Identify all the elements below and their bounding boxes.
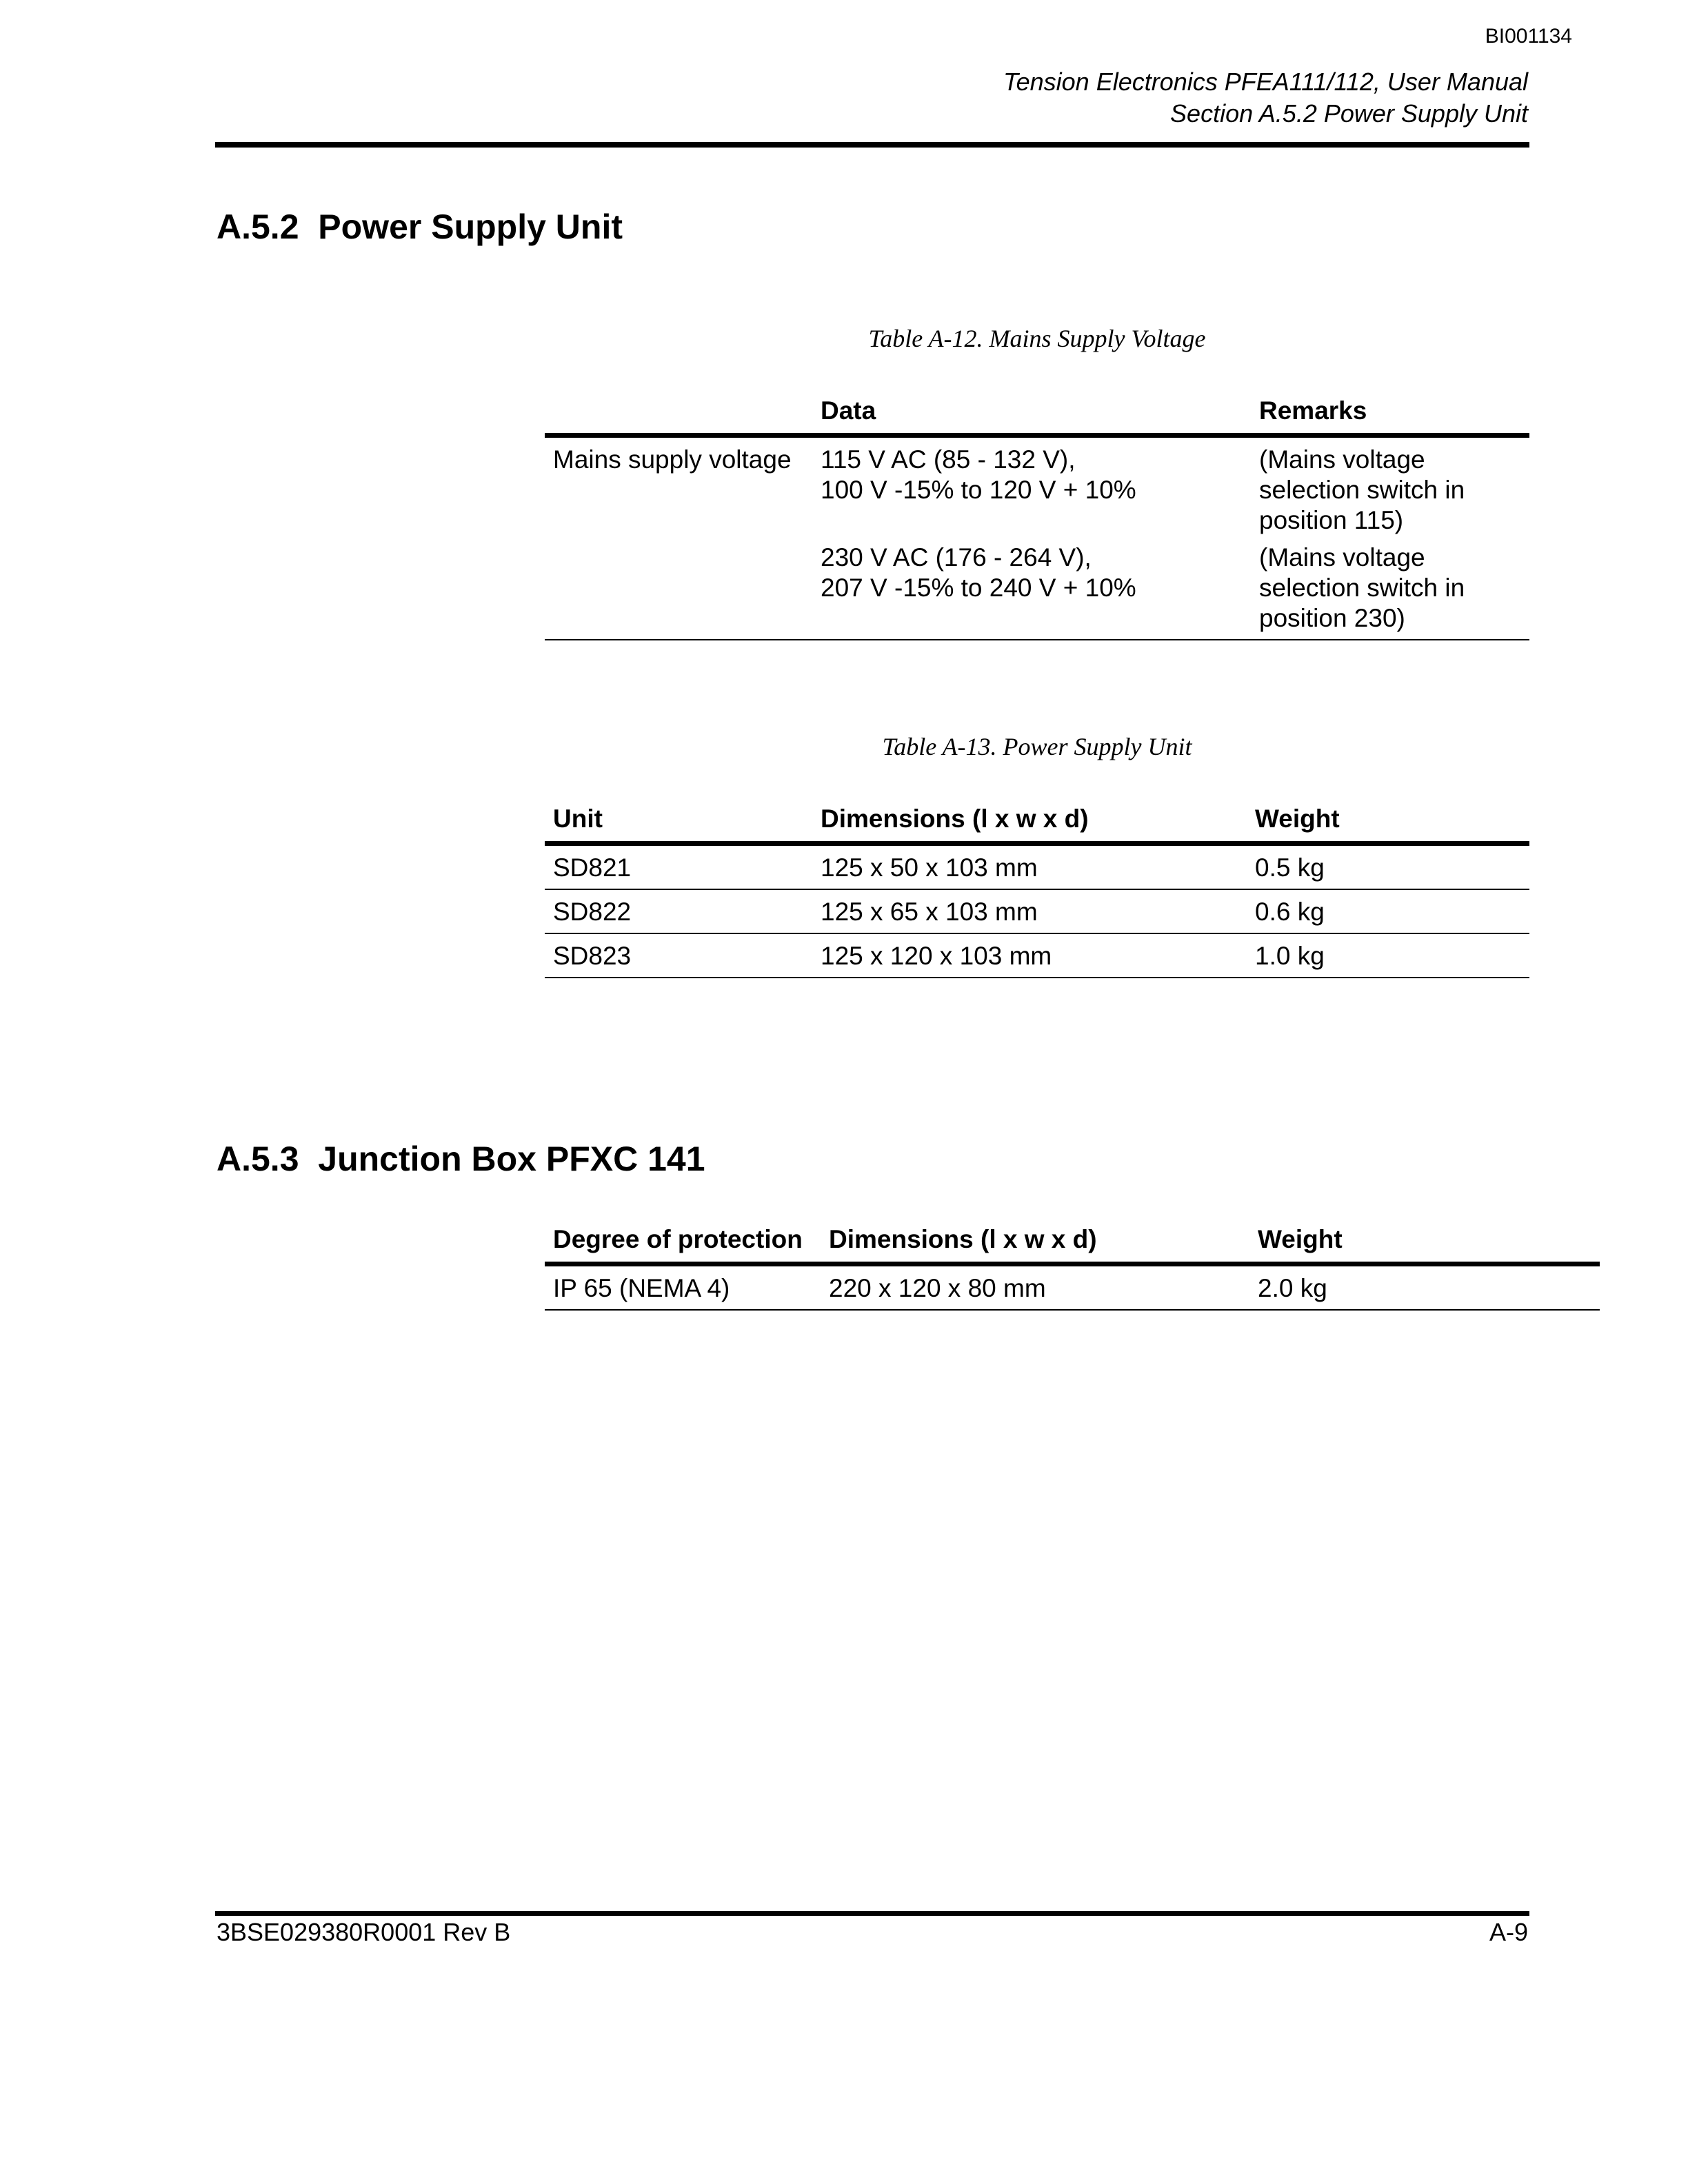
section-heading-a53: A.5.3 Junction Box PFXC 141 xyxy=(217,1140,705,1178)
table-cell: 1.0 kg xyxy=(1247,933,1529,978)
table-header-row xyxy=(545,1219,1600,1264)
power-supply-unit-table xyxy=(545,798,1529,978)
table-cell: 125 x 65 x 103 mm xyxy=(812,889,1247,933)
table-row xyxy=(545,436,1529,542)
table-cell: SD821 xyxy=(545,844,812,890)
table-cell: 2.0 kg xyxy=(1249,1264,1600,1311)
table-cell: 115 V AC (85 - 132 V), 100 V -15% to 120 V + 10% xyxy=(821,445,1136,504)
column-header: Dimensions (l x w x d) xyxy=(821,1219,1249,1264)
table-cell xyxy=(545,541,812,640)
table-cell: 230 V AC (176 - 264 V), 207 V -15% to 240 V + 10% xyxy=(812,541,1251,640)
table-row xyxy=(545,933,1529,978)
column-header: Weight xyxy=(1247,798,1529,844)
table-cell: (Mains voltage selection switch in position 230) xyxy=(1251,541,1529,640)
table-cell: 125 x 120 x 103 mm xyxy=(812,933,1247,978)
table-cell: SD822 xyxy=(545,889,812,933)
junction-box-table xyxy=(545,1219,1600,1311)
column-header: Unit xyxy=(545,798,812,844)
section-heading-a52: A.5.2 Power Supply Unit xyxy=(217,208,623,246)
column-header: Degree of protection xyxy=(545,1219,821,1264)
table-row xyxy=(545,889,1529,933)
table-header-row xyxy=(545,798,1529,844)
footer-rule xyxy=(215,1911,1529,1916)
column-header: Remarks xyxy=(1251,390,1529,436)
table-cell: 0.5 kg xyxy=(1247,844,1529,890)
table-a13-caption: Table A-13. Power Supply Unit xyxy=(882,733,1192,760)
running-header xyxy=(1003,66,1528,130)
header-section-title: Section A.5.2 Power Supply Unit xyxy=(1170,99,1528,128)
header-rule xyxy=(215,142,1529,148)
column-header: Data xyxy=(812,390,1251,436)
table-cell: IP 65 (NEMA 4) xyxy=(545,1264,821,1311)
table-cell: 125 x 50 x 103 mm xyxy=(812,844,1247,890)
column-header: Weight xyxy=(1249,1219,1600,1264)
table-header-row xyxy=(545,390,1529,436)
table-row xyxy=(545,844,1529,890)
table-cell: SD823 xyxy=(545,933,812,978)
header-manual-title: Tension Electronics PFEA111/112, User Manual xyxy=(1003,68,1528,96)
table-row xyxy=(545,541,1529,640)
footer-document-number: 3BSE029380R0001 Rev B xyxy=(217,1918,511,1946)
table-row xyxy=(545,1264,1600,1311)
table-cell: 220 x 120 x 80 mm xyxy=(821,1264,1249,1311)
mains-supply-voltage-table xyxy=(545,390,1529,640)
document-id: BI001134 xyxy=(1485,25,1572,48)
footer-page-number: A-9 xyxy=(1489,1918,1528,1946)
table-cell: (Mains voltage selection switch in position 115) xyxy=(1259,445,1465,534)
column-header xyxy=(545,390,812,436)
table-a12-caption: Table A-12. Mains Supply Voltage xyxy=(868,325,1206,352)
column-header: Dimensions (l x w x d) xyxy=(812,798,1247,844)
table-cell: 0.6 kg xyxy=(1247,889,1529,933)
table-cell: Mains supply voltage xyxy=(553,445,792,474)
